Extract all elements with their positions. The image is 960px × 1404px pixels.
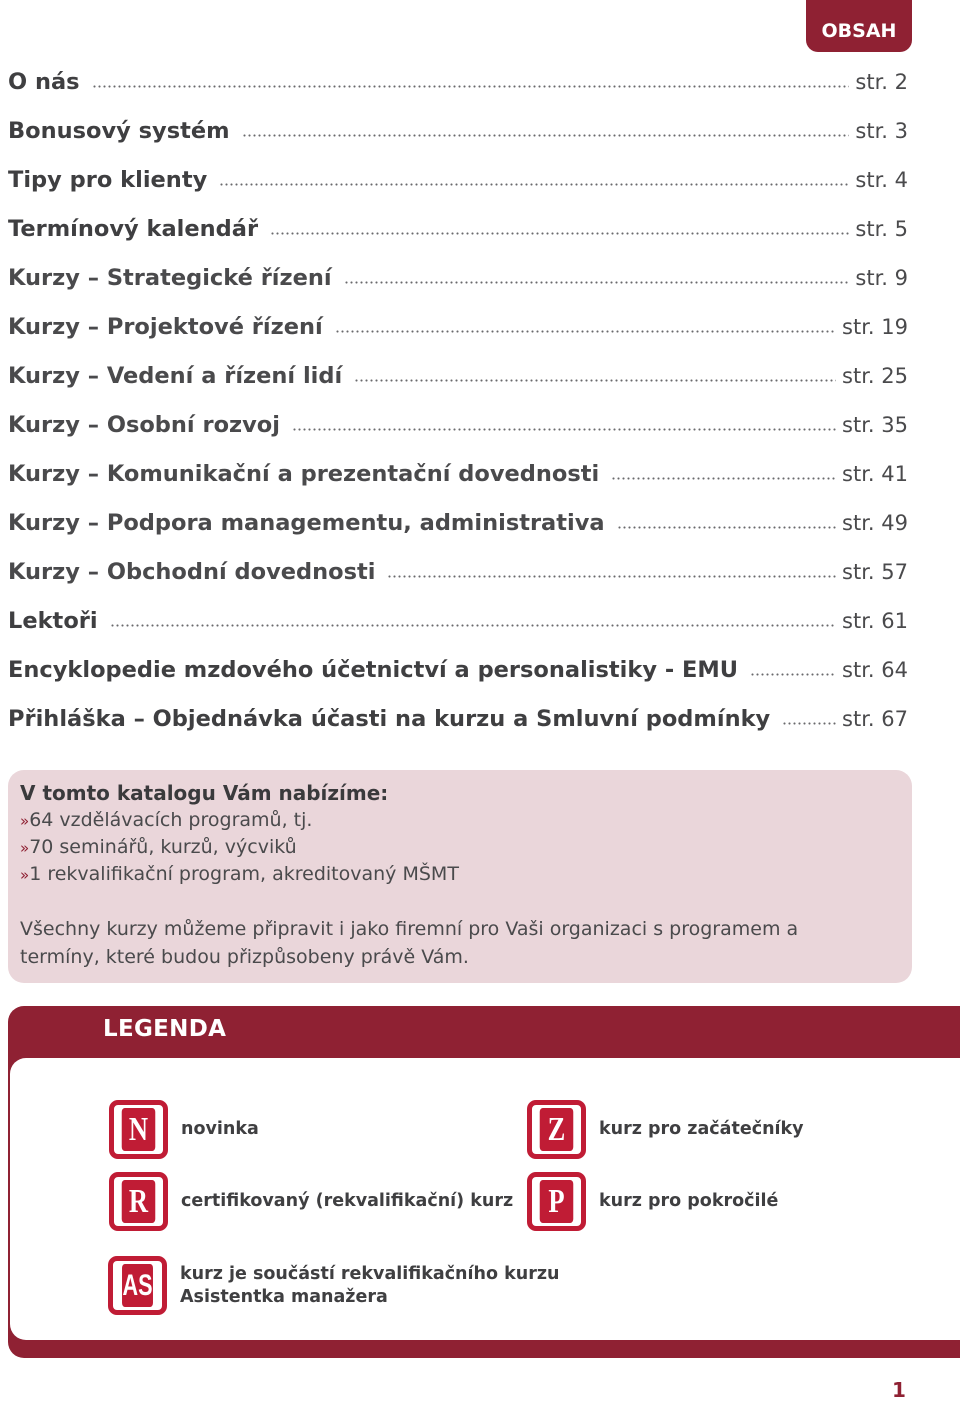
toc-entry-page: str. 9 <box>855 265 908 290</box>
legend-label: kurz pro začátečníky <box>599 1119 804 1139</box>
badge-letter: AS <box>122 1264 153 1307</box>
dot-leader <box>750 673 836 676</box>
toc-entry[interactable] <box>8 449 908 498</box>
badge-letter: R <box>122 1180 156 1223</box>
offer-item <box>20 834 900 861</box>
toc-entry[interactable] <box>8 596 908 645</box>
legend-label: kurz pro pokročilé <box>599 1191 779 1211</box>
toc-entry-title: Encyklopedie mzdového účetnictví a personalistiky - EMU <box>8 656 739 683</box>
offer-item <box>20 807 900 834</box>
offer-item-text: 1 rekvalifikační program, akreditovaný MŠMT <box>29 863 459 885</box>
badge-letter: P <box>540 1180 574 1223</box>
toc-entry[interactable] <box>8 155 908 204</box>
offer-item-text: 70 seminářů, kurzů, výcviků <box>29 836 297 858</box>
dot-leader <box>782 722 836 725</box>
toc-entry-page: str. 49 <box>842 510 908 535</box>
toc-entry-page: str. 3 <box>855 118 908 143</box>
toc-entry-title: Kurzy – Projektové řízení <box>8 313 323 340</box>
catalog-offer-box <box>8 770 912 983</box>
legend-label: novinka <box>181 1119 259 1139</box>
badge-letter: Z <box>540 1108 574 1151</box>
toc-entry-page: str. 61 <box>842 608 908 633</box>
legend-item-assistant <box>108 1256 559 1315</box>
badge-r-icon <box>109 1172 168 1231</box>
toc-entry-page: str. 4 <box>855 167 908 192</box>
toc-entry-title: O nás <box>8 68 80 95</box>
toc-entry-page: str. 41 <box>842 461 908 486</box>
bullet-arrow-icon: » <box>20 839 30 857</box>
toc-entry[interactable] <box>8 204 908 253</box>
table-of-contents <box>8 57 908 743</box>
dot-leader <box>387 575 836 578</box>
offer-title: V tomto katalogu Vám nabízíme: <box>20 781 389 805</box>
legend-body <box>10 1058 960 1340</box>
bullet-arrow-icon: » <box>20 812 30 830</box>
toc-entry-title: Kurzy – Vedení a řízení lidí <box>8 362 343 389</box>
dot-leader <box>219 183 849 186</box>
toc-entry-page: str. 57 <box>842 559 908 584</box>
toc-entry[interactable] <box>8 547 908 596</box>
toc-entry[interactable] <box>8 498 908 547</box>
legend-label <box>180 1263 559 1309</box>
dot-leader <box>292 428 836 431</box>
toc-entry[interactable] <box>8 302 908 351</box>
legend-item-novinka <box>109 1100 259 1159</box>
dot-leader <box>344 281 850 284</box>
section-tab-obsah: OBSAH <box>806 0 912 52</box>
dot-leader <box>335 330 836 333</box>
toc-entry-title: Kurzy – Obchodní dovednosti <box>8 558 376 585</box>
legend-title: LEGENDA <box>103 1016 227 1042</box>
offer-item <box>20 861 900 888</box>
badge-n-icon <box>109 1100 168 1159</box>
toc-entry-title: Kurzy – Komunikační a prezentační dovednosti <box>8 460 600 487</box>
toc-entry-page: str. 19 <box>842 314 908 339</box>
dot-leader <box>242 134 850 137</box>
toc-entry[interactable] <box>8 57 908 106</box>
toc-entry-title: Bonusový systém <box>8 117 230 144</box>
toc-entry-title: Přihláška – Objednávka účasti na kurzu a Smluvní podmínky <box>8 705 771 732</box>
toc-entry-page: str. 5 <box>855 216 908 241</box>
dot-leader <box>110 624 836 627</box>
toc-entry-title: Tipy pro klienty <box>8 166 208 193</box>
offer-item-text: 64 vzdělávacích programů, tj. <box>29 809 313 831</box>
toc-entry-page: str. 67 <box>842 706 908 731</box>
toc-entry-page: str. 25 <box>842 363 908 388</box>
dot-leader <box>270 232 849 235</box>
legend-item-certified <box>109 1172 513 1231</box>
offer-note: Všechny kurzy můžeme připravit i jako firemní pro Vaši organizaci s programem a termíny, které budou přizpůsobeny právě Vám. <box>20 918 799 968</box>
legend-label: certifikovaný (rekvalifikační) kurz <box>181 1191 514 1211</box>
toc-entry[interactable] <box>8 645 908 694</box>
badge-as-icon <box>108 1256 167 1315</box>
toc-entry[interactable] <box>8 351 908 400</box>
bullet-arrow-icon: » <box>20 866 30 884</box>
dot-leader <box>92 85 850 88</box>
toc-entry-page: str. 35 <box>842 412 908 437</box>
legend-panel <box>8 1006 960 1358</box>
legend-item-beginners <box>527 1100 804 1159</box>
toc-entry-title: Kurzy – Strategické řízení <box>8 264 332 291</box>
dot-leader <box>611 477 836 480</box>
dot-leader <box>617 526 836 529</box>
toc-entry-page: str. 64 <box>842 657 908 682</box>
toc-entry[interactable] <box>8 400 908 449</box>
toc-entry[interactable] <box>8 253 908 302</box>
toc-entry-page: str. 2 <box>855 69 908 94</box>
badge-z-icon <box>527 1100 586 1159</box>
toc-entry-title: Lektoři <box>8 607 98 634</box>
legend-label-line: kurz je součástí rekvalifikačního kurzu <box>180 1263 560 1284</box>
toc-entry-title: Kurzy – Podpora managementu, administrativa <box>8 509 605 536</box>
legend-label-line: Asistentka manažera <box>180 1286 388 1307</box>
legend-item-advanced <box>527 1172 778 1231</box>
badge-letter: N <box>122 1108 156 1151</box>
toc-entry[interactable] <box>8 694 908 743</box>
dot-leader <box>354 379 836 382</box>
badge-p-icon <box>527 1172 586 1231</box>
toc-entry-title: Termínový kalendář <box>8 215 259 242</box>
toc-entry[interactable] <box>8 106 908 155</box>
toc-entry-title: Kurzy – Osobní rozvoj <box>8 411 280 438</box>
page-number: 1 <box>892 1378 906 1402</box>
